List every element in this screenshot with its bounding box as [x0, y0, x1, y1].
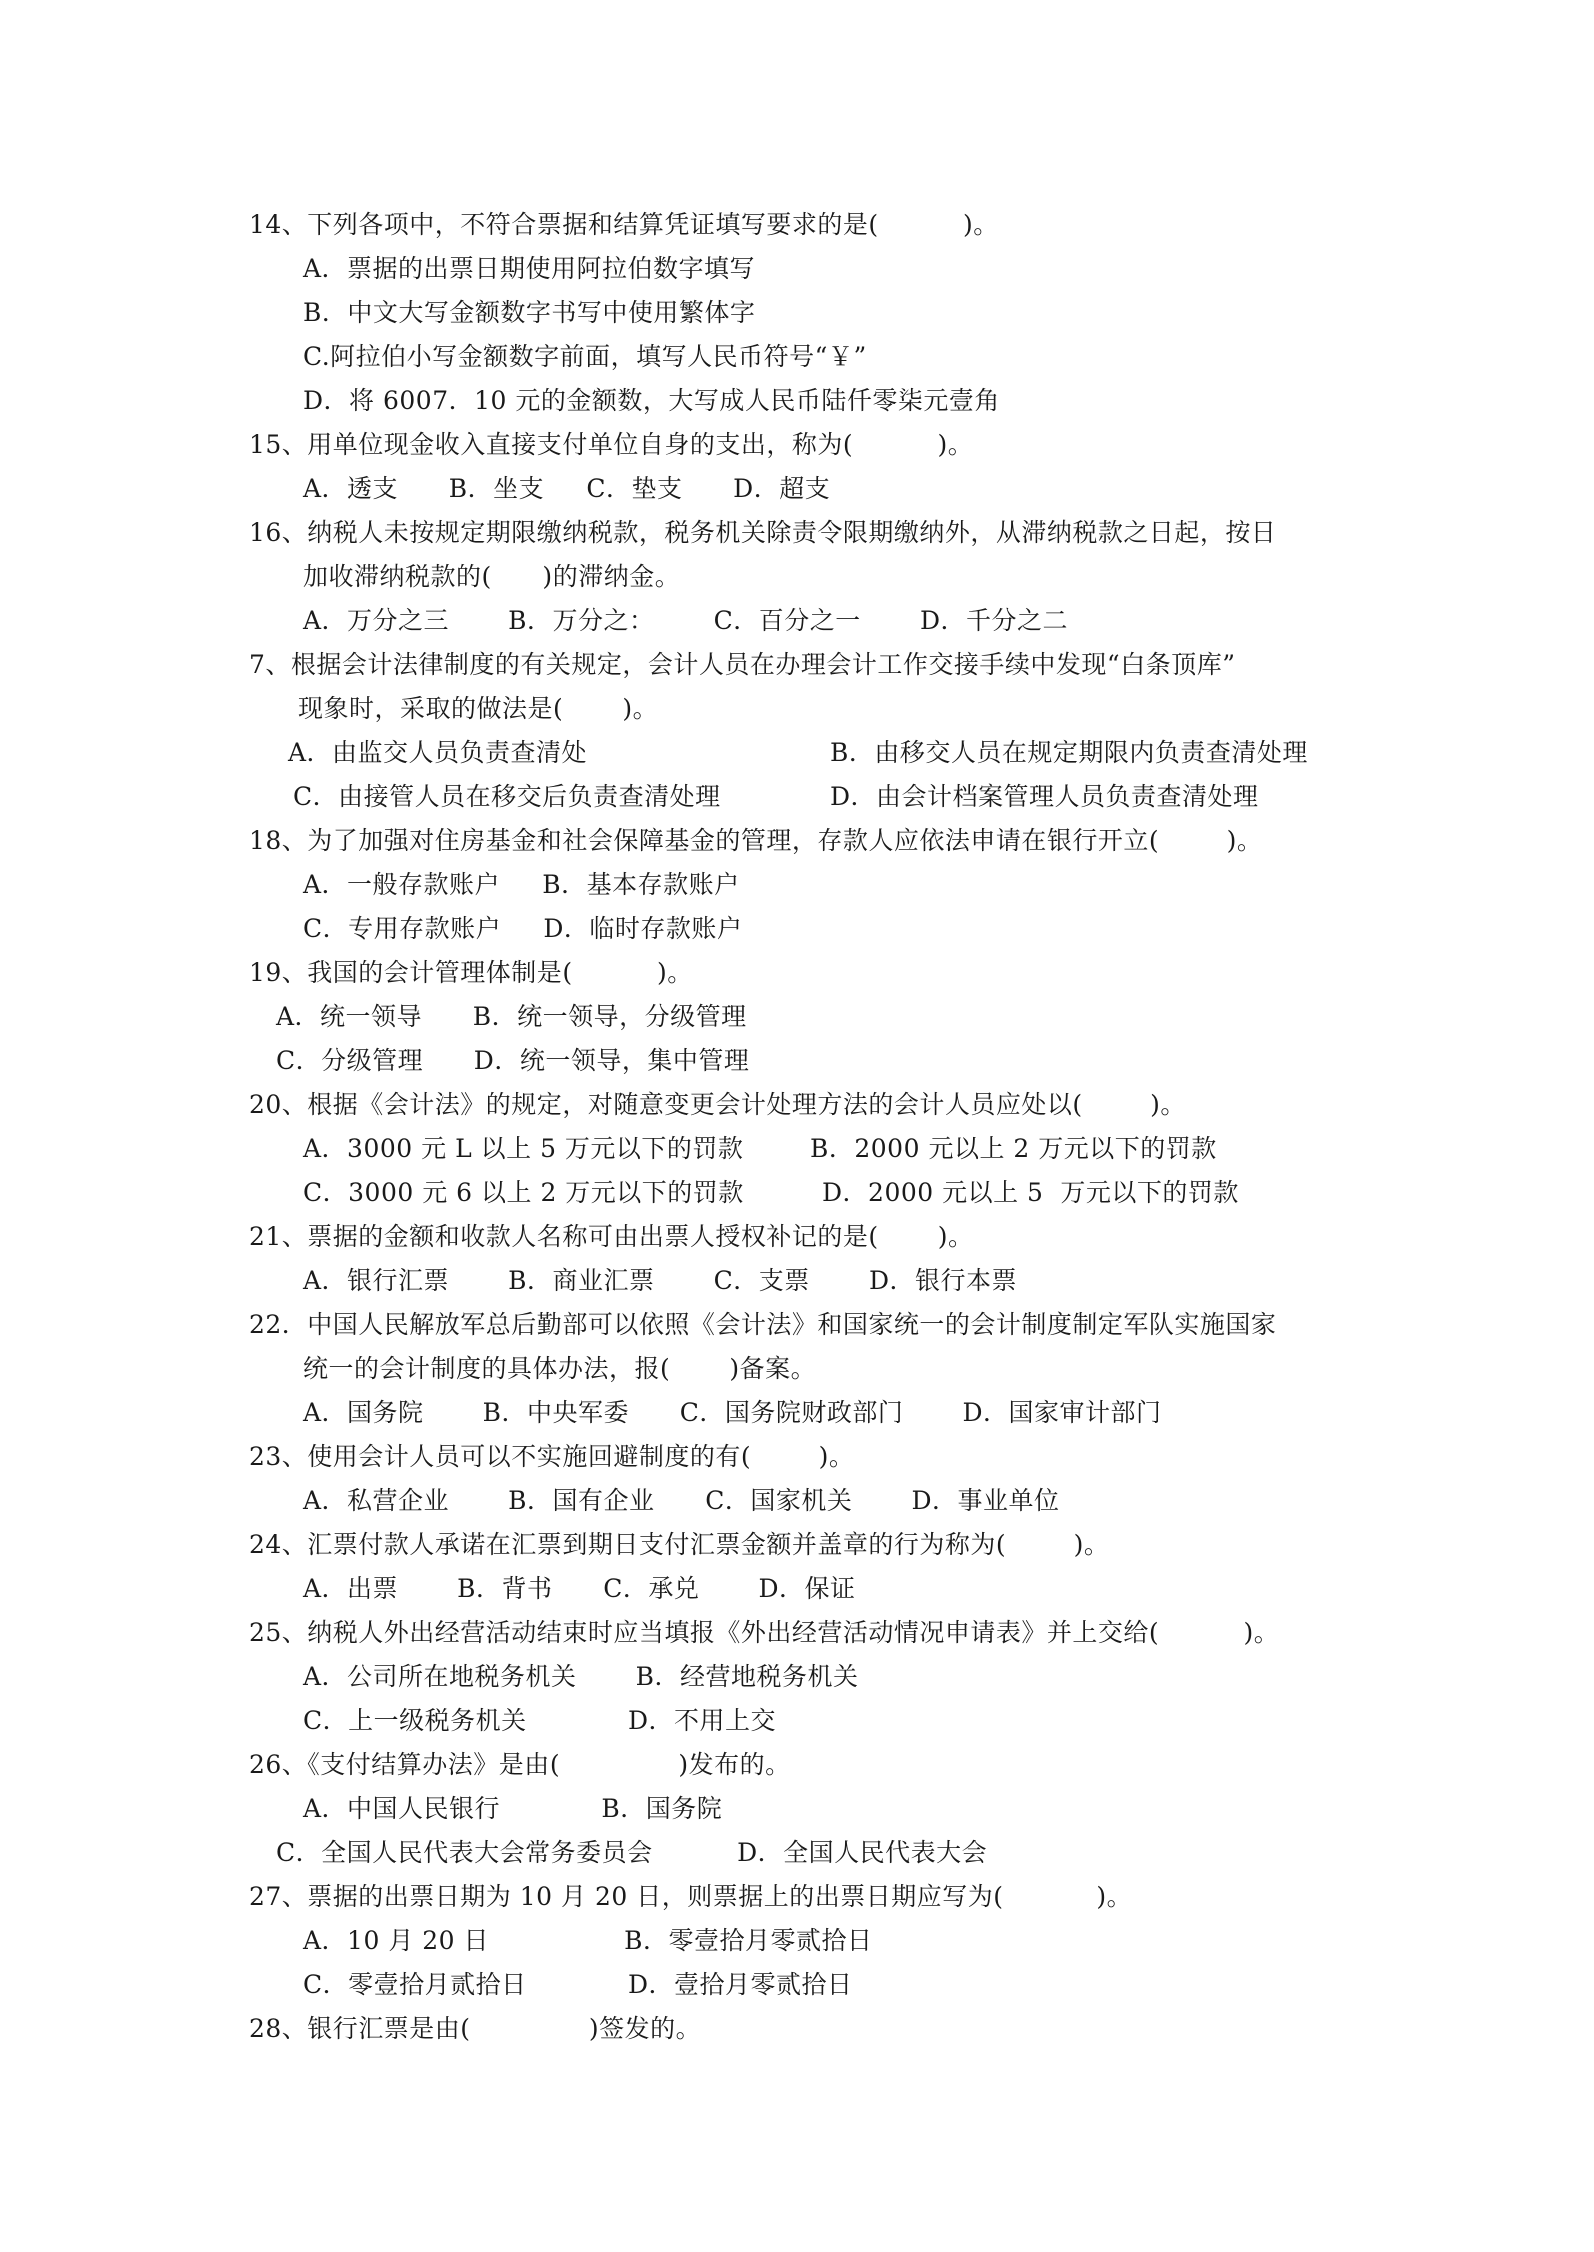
options-19-cd: C．分级管理 D．统一领导，集中管理 — [276, 1046, 750, 1075]
options-24: A．出票 B．背书 C．承兑 D．保证 — [303, 1574, 856, 1603]
question-27: 27、票据的出票日期为 10 月 20 日，则票据上的出票日期应写为( )。 — [249, 1882, 1133, 1911]
options-23: A．私营企业 B．国有企业 C．国家机关 D．事业单位 — [303, 1486, 1060, 1515]
options-15: A．透支 B．坐支 C．垫支 D．超支 — [303, 474, 831, 503]
question-15: 15、用单位现金收入直接支付单位自身的支出，称为( )。 — [249, 430, 974, 459]
question-17-cont: 现象时，采取的做法是( )。 — [298, 694, 659, 723]
question-24: 24、汇票付款人承诺在汇票到期日支付汇票金额并盖章的行为称为( )。 — [249, 1530, 1110, 1559]
question-22: 22．中国人民解放军总后勤部可以依照《会计法》和国家统一的会计制度制定军队实施国家 — [249, 1310, 1277, 1339]
options-25-ab: A．公司所在地税务机关 B．经营地税务机关 — [303, 1662, 859, 1691]
question-25: 25、纳税人外出经营活动结束时应当填报《外出经营活动情况申请表》并上交给( )。 — [249, 1618, 1280, 1647]
option-17b: B．由移交人员在规定期限内负责查清处理 — [830, 738, 1308, 767]
option-14a: A．票据的出票日期使用阿拉伯数字填写 — [303, 254, 756, 283]
option-20a: A．3000 元 L 以上 5 万元以下的罚款 — [303, 1134, 744, 1163]
question-26: 26、《支付结算办法》是由( )发布的。 — [249, 1750, 791, 1779]
options-26-ab: A．中国人民银行 B．国务院 — [303, 1794, 723, 1823]
options-18-ab: A．一般存款账户 B．基本存款账户 — [303, 870, 740, 899]
options-22: A．国务院 B．中央军委 C．国务院财政部门 D．国家审计部门 — [303, 1398, 1162, 1427]
question-23: 23、使用会计人员可以不实施回避制度的有( )。 — [249, 1442, 855, 1471]
options-18-cd: C．专用存款账户 D．临时存款账户 — [303, 914, 743, 943]
options-27-ab: A．10 月 20 日 B．零壹拾月零贰拾日 — [303, 1926, 873, 1955]
option-17a: A．由监交人员负责查清处 — [288, 738, 588, 767]
question-19: 19、我国的会计管理体制是( )。 — [249, 958, 693, 987]
question-17: 7、根据会计法律制度的有关规定，会计人员在办理会计工作交接手续中发现“白条顶库” — [249, 650, 1236, 679]
options-27-cd: C．零壹拾月贰拾日 D．壹拾月零贰拾日 — [303, 1970, 853, 1999]
options-26-cd: C．全国人民代表大会常务委员会 D．全国人民代表大会 — [276, 1838, 988, 1867]
option-14c: C.阿拉伯小写金额数字前面，填写人民币符号“￥” — [303, 342, 867, 371]
question-28: 28、银行汇票是由( )签发的。 — [249, 2014, 702, 2043]
option-20c: C．3000 元 6 以上 2 万元以下的罚款 — [303, 1178, 744, 1207]
question-16-cont: 加收滞纳税款的( )的滞纳金。 — [303, 562, 681, 591]
question-22-cont: 统一的会计制度的具体办法，报( )备案。 — [303, 1354, 817, 1383]
options-16: A．万分之三 B．万分之： C．百分之一 D．千分之二 — [303, 606, 1068, 635]
question-21: 21、票据的金额和收款人名称可由出票人授权补记的是( )。 — [249, 1222, 974, 1251]
options-21: A．银行汇票 B．商业汇票 C．支票 D．银行本票 — [303, 1266, 1017, 1295]
question-20: 20、根据《会计法》的规定，对随意变更会计处理方法的会计人员应处以( )。 — [249, 1090, 1186, 1119]
question-14: 14、下列各项中，不符合票据和结算凭证填写要求的是( )。 — [249, 210, 999, 239]
option-17d: D．由会计档案管理人员负责查清处理 — [830, 782, 1259, 811]
option-20d: D．2000 元以上 5 万元以下的罚款 — [822, 1178, 1239, 1207]
option-14b: B．中文大写金额数字书写中使用繁体字 — [303, 298, 756, 327]
options-25-cd: C．上一级税务机关 D．不用上交 — [303, 1706, 777, 1735]
question-18: 18、为了加强对住房基金和社会保障基金的管理，存款人应依法申请在银行开立( )。 — [249, 826, 1263, 855]
option-17c: C．由接管人员在移交后负责查清处理 — [293, 782, 721, 811]
option-14d: D．将 6007．10 元的金额数，大写成人民币陆仟零柒元壹角 — [303, 386, 1000, 415]
options-19-ab: A．统一领导 B．统一领导，分级管理 — [276, 1002, 747, 1031]
option-20b: B．2000 元以上 2 万元以下的罚款 — [810, 1134, 1217, 1163]
question-16: 16、纳税人未按规定期限缴纳税款，税务机关除责令限期缴纳外，从滞纳税款之日起，按日 — [249, 518, 1277, 547]
